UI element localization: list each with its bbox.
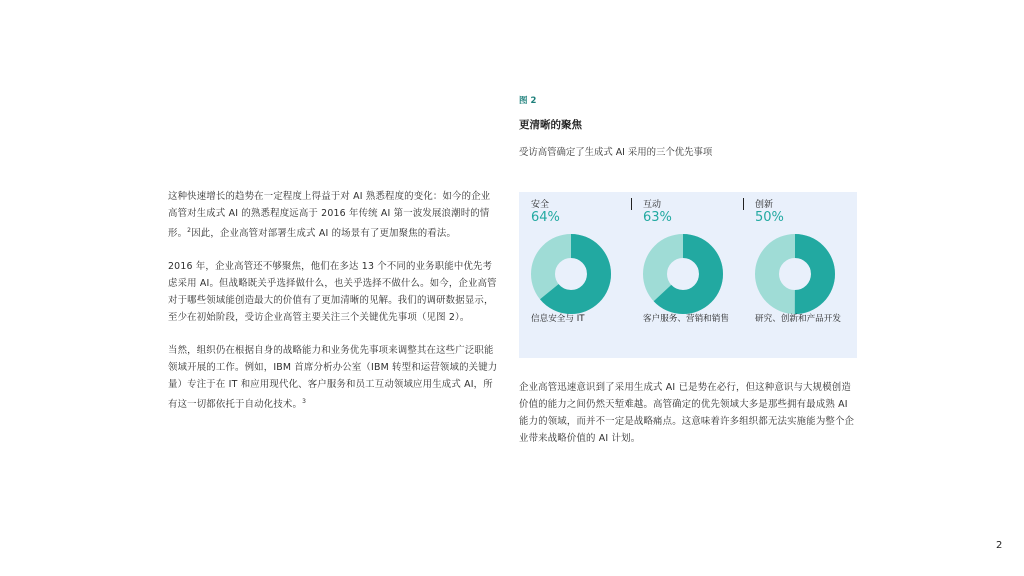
area-label-engagement: 客户服务、营销和销售	[643, 314, 729, 324]
footnote-ref-2[interactable]: 2	[187, 227, 192, 234]
value-label-engagement: 63%	[643, 210, 672, 225]
donut-security	[531, 234, 611, 314]
left-text-column	[168, 188, 498, 429]
body-paragraph-3	[168, 342, 498, 413]
category-label-innovation: 创新	[755, 200, 774, 210]
area-label-innovation: 研究、创新和产品开发	[755, 314, 841, 324]
donut-engagement	[643, 234, 723, 314]
body-paragraph-2: 2016 年，企业高管还不够聚焦，他们在多达 13 个不同的业务职能中优先考虑采用 AI。但战略既关乎选择做什么，也关乎选择不做什么。如今，企业高管对于哪些领域能创造最大的价值有了更加清晰的见解。我们的调研数据显示，至少在初始阶段，受访企业高管主要关注三个关键优先事项（见图 2）。	[168, 261, 497, 324]
category-label-engagement: 互动	[643, 200, 662, 210]
figure-subtitle: 受访高管确定了生成式 AI 采用的三个优先事项	[519, 147, 713, 158]
chart-column-security	[519, 192, 631, 358]
body-paragraph-right: 企业高管迅速意识到了采用生成式 AI 已是势在必行，但这种意识与大规模创造价值的能力之间仍然天堑难越。高管确定的优先领域大多是那些拥有最成熟 AI 能力的领域，而并不一定是战略痛点。这意味着许多组织都无法实施能为整个企业带来战略价值的 AI 计划。	[519, 382, 855, 444]
right-text-column	[519, 379, 859, 463]
value-label-innovation: 50%	[755, 210, 784, 225]
column-divider	[631, 198, 632, 210]
paragraph-1-tail: 因此，企业高管对部署生成式 AI 的场景有了更加聚焦的看法。	[191, 228, 457, 240]
paragraph-1-text: 这种快速增长的趋势在一定程度上得益于对 AI 熟悉程度的变化：如今的企业高管对生成式 AI 的熟悉程度远高于 2016 年传统 AI 第一波发展浪潮时的情形。	[168, 191, 491, 240]
figure-label: 图 2	[519, 96, 537, 106]
page-number: 2	[996, 540, 1003, 551]
value-label-security: 64%	[531, 210, 560, 225]
paragraph-3-text: 当然，组织仍在根据自身的战略能力和业务优先事项来调整其在这些广泛职能领域开展的工作。例如，IBM 首席分析办公室（IBM 转型和运营领域的关键力量）专注于在 IT 和应用现代化、客户服务和员工互动领域应用生成式 AI，所有这一切都依托于自动化技术。	[168, 345, 498, 411]
column-divider	[743, 198, 744, 210]
area-label-security: 信息安全与 IT	[531, 314, 585, 324]
body-paragraph-1	[168, 188, 498, 242]
chart-column-innovation	[743, 192, 855, 358]
donut-innovation	[755, 234, 835, 314]
category-label-security: 安全	[531, 200, 550, 210]
footnote-ref-3[interactable]: 3	[302, 398, 307, 406]
figure-title: 更清晰的聚焦	[519, 119, 582, 131]
chart-column-engagement	[631, 192, 743, 358]
donut-chart-panel	[519, 192, 857, 358]
